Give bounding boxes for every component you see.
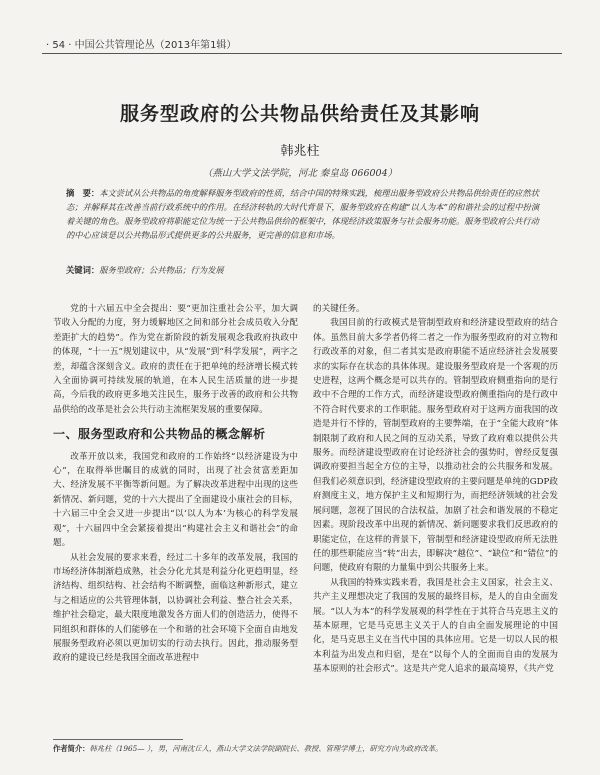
body-column-left (53, 302, 298, 732)
abstract (66, 186, 544, 242)
footnote-text: 韩兆柱（1965— ），男，河南沈丘人，燕山大学文法学院副院长、教授、管理学博士，研究方向为政府改革。 (89, 744, 443, 753)
section-heading: 一、服务型政府和公共物品的概念解析 (53, 427, 266, 442)
body-paragraph: 我国目前的行政模式是管制型政府和经济建设型政府的结合体。虽然目前大多学者仍将二者之一作为服务型政府的对立物和行政改革的对象，但二者其实是政府职能不适应经济社会发展要求的实际存在状态的具体体现。建设服务型政府是一个客观的历史进程，这两个概念是可以共存的。管制型政府侧重指向的是行政中不合理的工作方式，而经济建设型政府侧重指向的是行政中不符合时代要求的工作职能。服务型政府对于这两方面我国的改造是并行不悖的，管制型政府的主要弊端，在于“全能大政府”体制限制了政府和人民之间的互动关系，导致了政府难以提供公共服务。而经济建设型政府在讨论经济社会的强势时，曾经反复强调政府要担当起全方位的主导，以推动社会的公共服务和发展。但我们必须意识到，经济建设型政府的主要问题是单纯的GDP政府测度主义，地方保护主义和短期行为，而把经济领域的社会发展问题，忽视了国民的合法权益，加剧了社会和谐发展的不稳定因素。现阶段改革中出现的新情况、新问题要求我们反思政府的职能定位，在这样的背景下，管制型和经济建设型政府所无法胜任的那些职能应当“转”出去，即解决“越位”、“缺位”和“错位”的问题，使政府有限的力量集中到公共服务上来。 (313, 318, 558, 574)
author-footnote (53, 744, 553, 754)
body-paragraph: 从社会发展的要求来看，经过二十多年的改革发展，我国的市场经济体制渐趋成熟，社会分化尤其是利益分化更趋明显，经济结构、组织结构、社会结构不断调整，面临这种新形式，建立与之相适应的公共管理体制，以协调社会利益、整合社会关系，维护社会稳定，最大限度地激发各方面人们的创造活力，使得不同组织和群体的人们能够在一个和谐的社会环境下全面自由地发展服务型政府必须以更加切实的行动去执行。因此，推动服务型政府的建设已经是我国全面改革进程中 (53, 552, 298, 664)
header-divider (42, 53, 562, 54)
footnote-label: 作者简介： (53, 744, 90, 753)
body-paragraph: 改革开放以来，我国党和政府的工作始终“以经济建设为中心”，在取得举世瞩目的成就的同时，出现了社会贫富差距加大、经济发展不平衡等新问题。为了解决改革进程中出现的这些新情况、新问题，党的十六大提出了全面建设小康社会的目标，十六届三中全会又进一步提出“以‘以人为本’为核心的科学发展观”，十六届四中全会紧接着提出“构建社会主义和谐社会”的命题。 (53, 451, 298, 549)
intro-paragraph: 党的十六届五中全会提出：要“更加注重社会公平，加大调节收入分配的力度，努力缓解地区之间和部分社会成员收入分配差距扩大的趋势”。作为党在新阶段的新发展观念我政府执政中的体现，“十一五”规划建议中，从“发展”到“科学发展”，两字之差，却蕴含深刻含义。政府的责任在于把单纯的经济增长模式转入全面协调可持续发展的轨道，在本人民生活质量的进一步提高，今后我的政府更多地关注民生，服务于改善的政府和公共物品供给的改革是社会公共行动主流框架发展的重要保障。 (53, 304, 298, 415)
body-paragraph: 的关键任务。 (313, 304, 365, 314)
running-header: · 54 · 中国公共管理论丛（2013年第1辑） (46, 40, 237, 51)
body-column-right (313, 302, 558, 732)
keywords-label: 关键词： (66, 265, 100, 275)
abstract-text: 本文尝试从公共物品的角度解释服务型政府的性质，结合中国的特殊实践，梳理出服务型政府公共物品供给责任的应然状态；并解释其在改善当前行政系统中的作用。在经济转轨的大时代背景下，服务型政府在构建“以人为本”的和谐社会的过程中扮演着关键的角色。服务型政府将职能定位为统一于公共物品供给的框架中，体现经济政策服务与社会服务功能。服务型政府公共行动的中心应该是以公共物品形式提供更多的公共服务，更完善的信息和市场。 (66, 188, 540, 240)
article-title: 服务型政府的公共物品供给责任及其影响 (119, 103, 480, 125)
keywords (66, 264, 544, 276)
keywords-text: 服务型政府；公共物品；行为发展 (99, 265, 224, 275)
author-affiliation: （燕山大学文法学院，河北 秦皇岛 066004） (202, 168, 398, 179)
body-paragraph: 从我国的特殊实践来看，我国是社会主义国家，社会主义、共产主义理想决定了我国的发展的最终目标，是人的自由全面发展。“以人为本”的科学发展观的科学性在于其符合马克思主义的基本原理，它是马克思主义关于人的自由全面发展理论的中国化，是马克思主义在当代中国的具体应用。它是一切以人民的根本利益为出发点和归宿，是在“以每个人的全面而自由的发展为基本原则的社会形式”。这是共产党人追求的最高境界，《共产党 (313, 577, 558, 675)
author-name: 韩兆柱 (280, 144, 320, 159)
footnote-divider (53, 739, 183, 740)
abstract-label: 摘 要： (66, 188, 100, 198)
